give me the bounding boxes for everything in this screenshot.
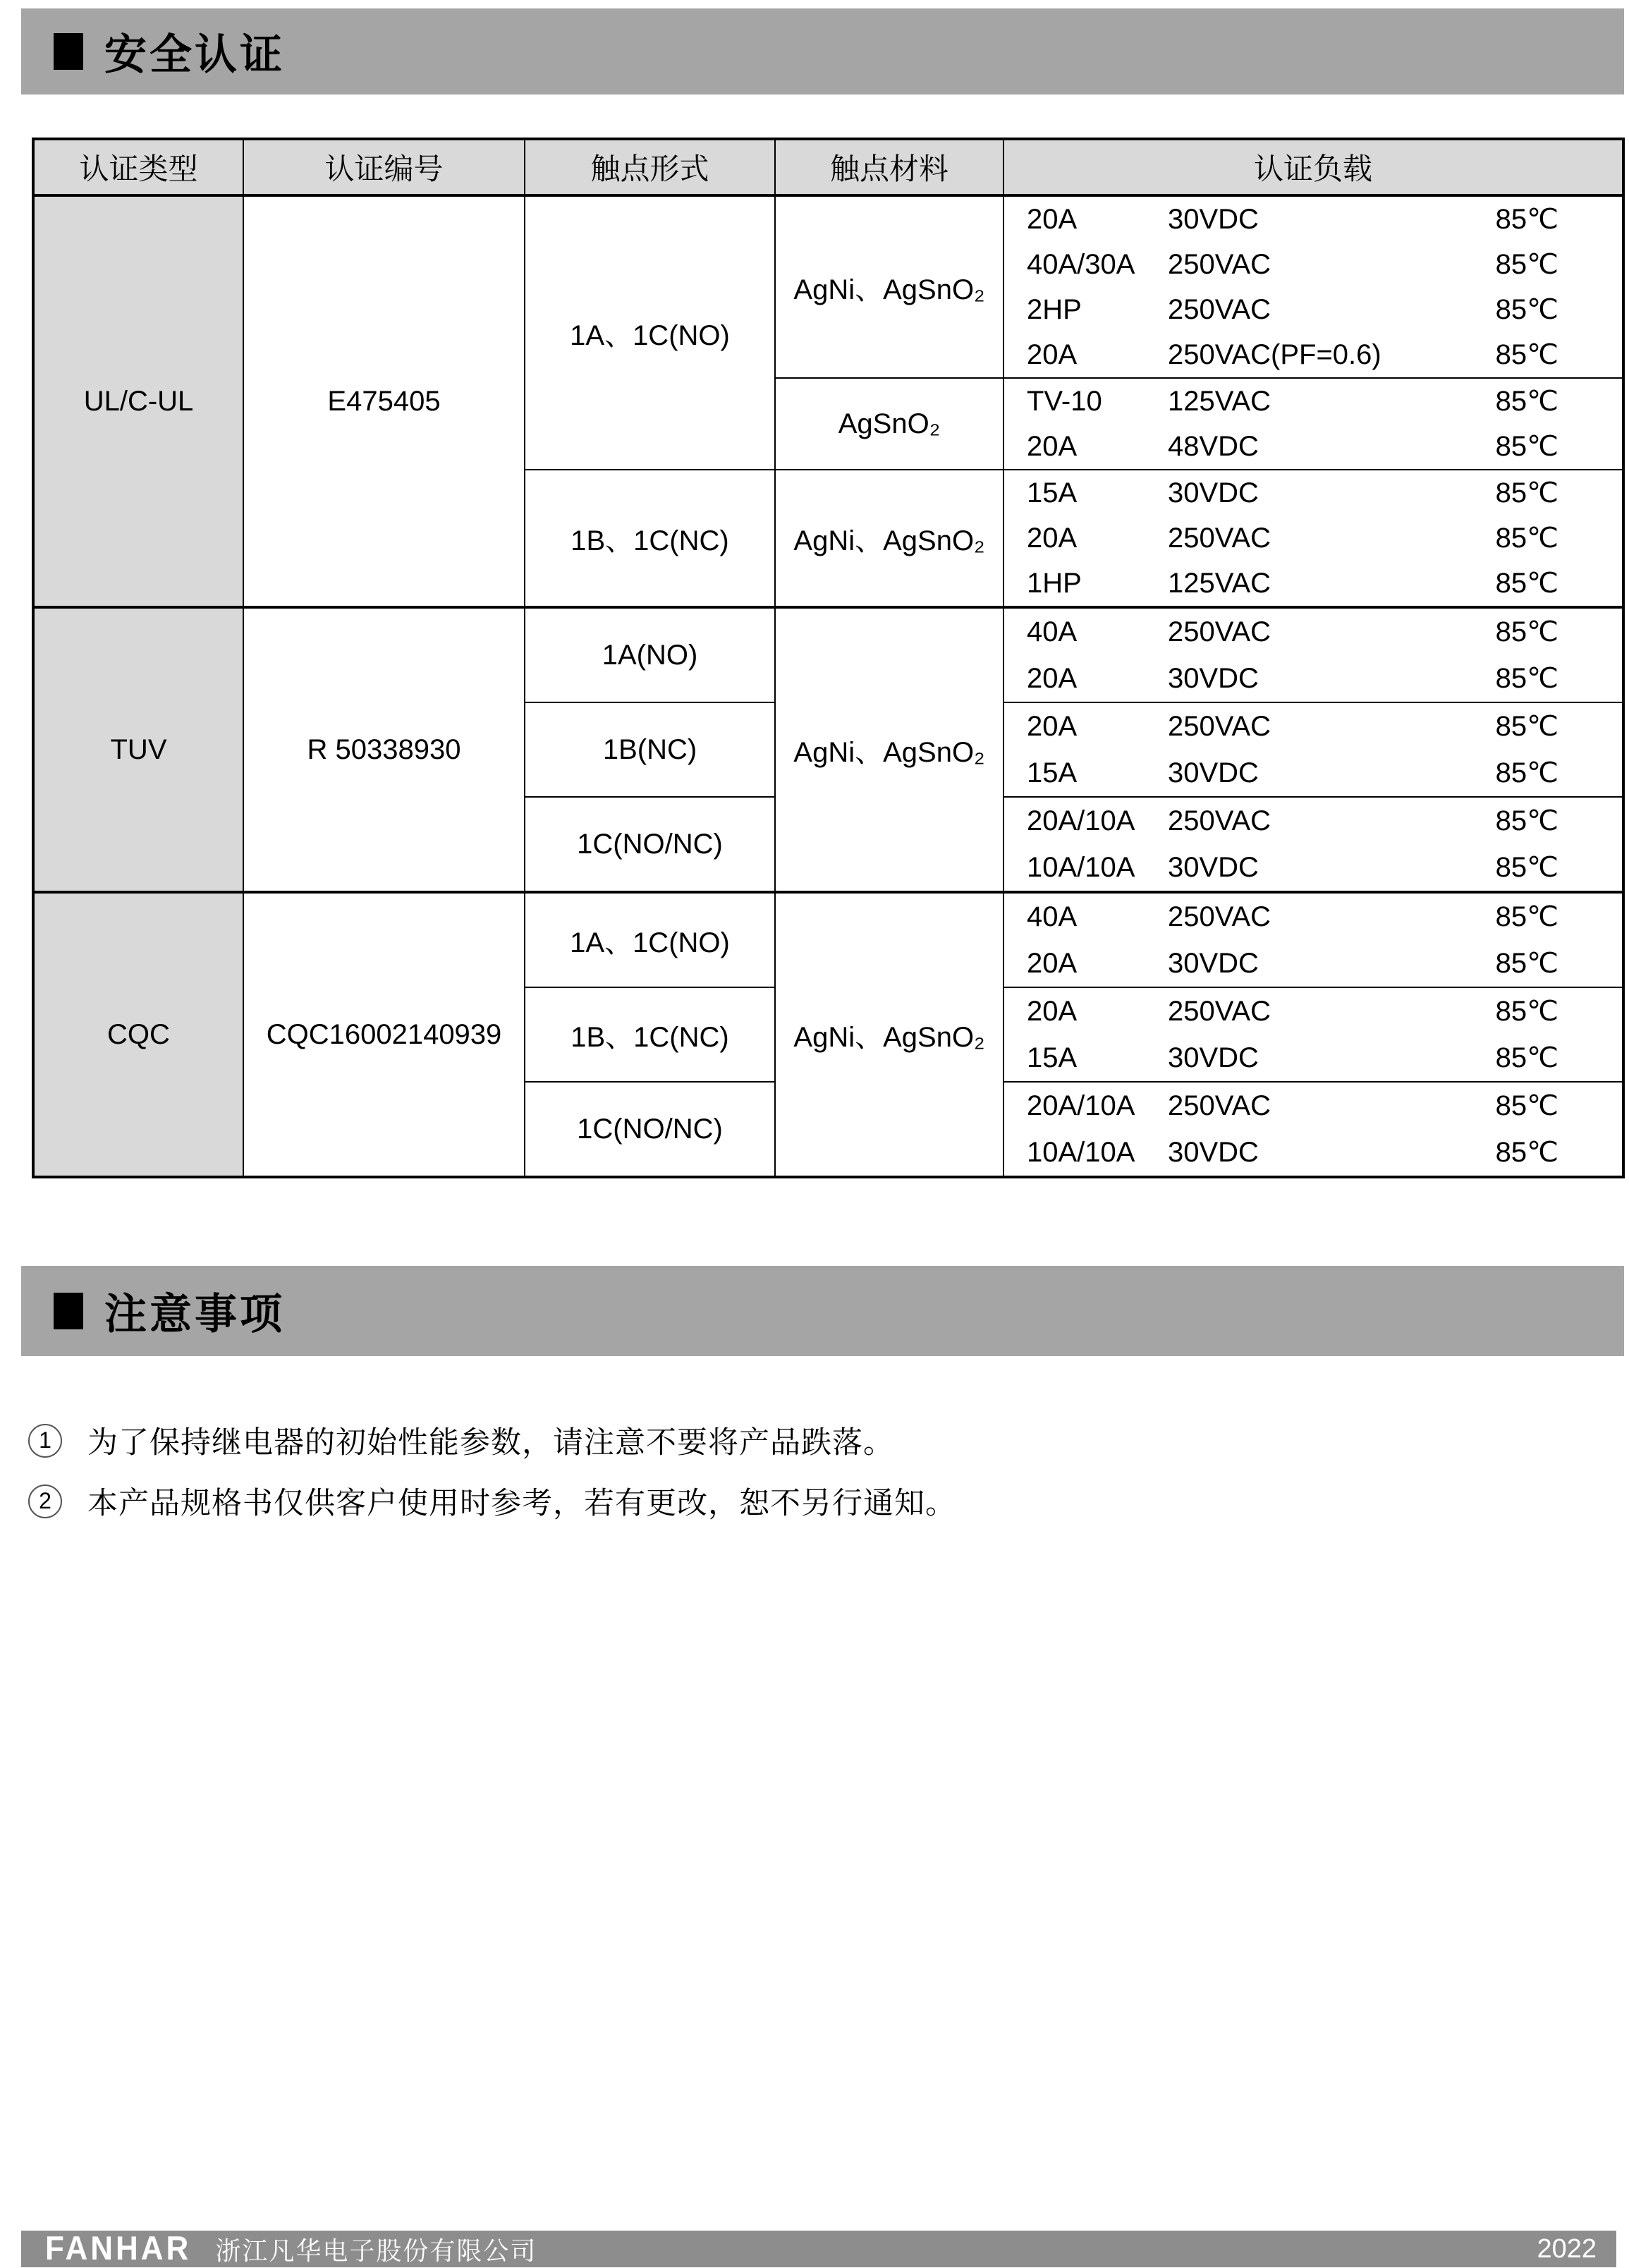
load-current: 1HP xyxy=(1027,567,1082,599)
load-cell xyxy=(1003,1082,1623,1177)
certification-table xyxy=(32,138,1625,1178)
cert-number-cell: E475405 xyxy=(243,195,525,607)
load-voltage: 250VAC xyxy=(1168,995,1271,1027)
table-header-row xyxy=(33,139,1623,195)
load-temperature: 85℃ xyxy=(1495,249,1558,280)
contact-form-cell: 1A、1C(NO) xyxy=(525,892,775,987)
col-header-contact-form: 触点形式 xyxy=(525,139,775,195)
load-voltage: 250VAC xyxy=(1168,616,1271,647)
load-voltage: 30VDC xyxy=(1168,1042,1259,1073)
load-line xyxy=(1027,1035,1558,1081)
load-voltage: 250VAC xyxy=(1168,805,1271,836)
load-current: 20A xyxy=(1027,995,1078,1027)
load-current: 40A/30A xyxy=(1027,248,1135,280)
load-line xyxy=(1027,750,1558,796)
load-temperature: 85℃ xyxy=(1495,477,1558,508)
col-header-cert-type: 认证类型 xyxy=(33,139,243,195)
load-voltage: 125VAC xyxy=(1168,385,1271,417)
table-row xyxy=(33,892,1623,987)
load-cell xyxy=(1003,195,1623,378)
section-marker-icon xyxy=(54,33,83,70)
load-current: 20A xyxy=(1027,947,1078,979)
contact-form-cell: 1C(NO/NC) xyxy=(525,1082,775,1177)
col-header-contact-material: 触点材料 xyxy=(775,139,1003,195)
load-line xyxy=(1027,516,1558,561)
load-temperature: 85℃ xyxy=(1495,757,1558,788)
load-temperature: 85℃ xyxy=(1495,1090,1558,1121)
load-temperature: 85℃ xyxy=(1495,616,1558,647)
load-current: 20A xyxy=(1027,522,1078,554)
note-item-2 xyxy=(28,1480,956,1523)
note-text: 为了保持继电器的初始性能参数，请注意不要将产品跌落。 xyxy=(87,1425,894,1461)
footer-company-name: 浙江凡华电子股份有限公司 xyxy=(215,2236,537,2265)
load-current: TV-10 xyxy=(1027,385,1102,417)
load-voltage: 30VDC xyxy=(1168,203,1259,235)
load-current: 40A xyxy=(1027,901,1078,932)
load-line xyxy=(1027,703,1558,750)
load-line xyxy=(1027,424,1558,469)
contact-form-cell: 1A(NO) xyxy=(525,607,775,702)
contact-form-cell: 1B(NC) xyxy=(525,702,775,797)
load-line xyxy=(1027,798,1558,844)
col-header-cert-load: 认证负载 xyxy=(1003,139,1623,195)
contact-material-cell: AgNi、AgSnO₂ xyxy=(775,892,1003,1177)
section-title-notes: 注意事项 xyxy=(104,1291,285,1338)
load-current: 20A xyxy=(1027,203,1078,235)
load-voltage: 30VDC xyxy=(1168,477,1259,508)
load-current: 40A xyxy=(1027,616,1078,647)
load-current: 2HP xyxy=(1027,293,1082,325)
load-line xyxy=(1027,988,1558,1035)
load-line xyxy=(1027,609,1558,655)
contact-material-cell: AgNi、AgSnO₂ xyxy=(775,607,1003,892)
table-row xyxy=(33,607,1623,702)
load-current: 15A xyxy=(1027,1042,1078,1073)
load-current: 10A/10A xyxy=(1027,851,1135,883)
contact-material-cell: AgNi、AgSnO₂ xyxy=(775,470,1003,607)
contact-form-cell: 1B、1C(NC) xyxy=(525,470,775,607)
load-voltage: 30VDC xyxy=(1168,947,1259,979)
load-cell xyxy=(1003,702,1623,797)
load-voltage: 250VAC xyxy=(1168,710,1271,742)
load-line xyxy=(1027,1083,1558,1129)
load-current: 20A/10A xyxy=(1027,805,1135,836)
load-cell xyxy=(1003,892,1623,987)
load-cell xyxy=(1003,987,1623,1082)
footer-year: 2022 xyxy=(1537,2233,1597,2264)
load-voltage: 250VAC xyxy=(1168,248,1271,280)
load-current: 20A xyxy=(1027,339,1078,370)
contact-material-cell: AgSnO₂ xyxy=(775,378,1003,470)
load-temperature: 85℃ xyxy=(1495,996,1558,1027)
load-temperature: 85℃ xyxy=(1495,204,1558,235)
load-line xyxy=(1027,940,1558,987)
col-header-cert-number: 认证编号 xyxy=(243,139,525,195)
load-cell xyxy=(1003,607,1623,702)
load-current: 15A xyxy=(1027,477,1078,508)
load-line xyxy=(1027,561,1558,606)
load-line xyxy=(1027,1129,1558,1176)
load-line xyxy=(1027,332,1558,377)
load-voltage: 250VAC(PF=0.6) xyxy=(1168,339,1381,370)
load-temperature: 85℃ xyxy=(1495,386,1558,417)
circled-number-icon: 2 xyxy=(28,1484,62,1518)
load-temperature: 85℃ xyxy=(1495,948,1558,979)
load-line xyxy=(1027,287,1558,332)
load-line xyxy=(1027,844,1558,891)
load-cell xyxy=(1003,470,1623,607)
load-line xyxy=(1027,197,1558,242)
cert-type-cell: TUV xyxy=(33,607,243,892)
section-header-notes xyxy=(21,1266,1624,1356)
load-current: 20A xyxy=(1027,710,1078,742)
load-voltage: 250VAC xyxy=(1168,522,1271,554)
fanhar-logo: FANHAR xyxy=(45,2230,192,2267)
circled-number-icon: 1 xyxy=(28,1424,62,1458)
load-voltage: 30VDC xyxy=(1168,1136,1259,1168)
load-line xyxy=(1027,379,1558,424)
load-line xyxy=(1027,470,1558,516)
load-current: 20A xyxy=(1027,430,1078,462)
load-temperature: 85℃ xyxy=(1495,663,1558,694)
load-voltage: 250VAC xyxy=(1168,1090,1271,1121)
load-temperature: 85℃ xyxy=(1495,711,1558,742)
load-cell xyxy=(1003,378,1623,470)
load-voltage: 250VAC xyxy=(1168,901,1271,932)
contact-form-cell: 1A、1C(NO) xyxy=(525,195,775,470)
load-line xyxy=(1027,655,1558,702)
load-voltage: 30VDC xyxy=(1168,757,1259,788)
load-current: 10A/10A xyxy=(1027,1136,1135,1168)
load-temperature: 85℃ xyxy=(1495,339,1558,370)
load-temperature: 85℃ xyxy=(1495,1042,1558,1073)
cert-number-cell: CQC16002140939 xyxy=(243,892,525,1177)
cert-type-cell: UL/C-UL xyxy=(33,195,243,607)
section-title-security: 安全认证 xyxy=(104,31,285,78)
contact-material-cell: AgNi、AgSnO₂ xyxy=(775,195,1003,378)
load-temperature: 85℃ xyxy=(1495,431,1558,462)
load-temperature: 85℃ xyxy=(1495,523,1558,554)
load-voltage: 30VDC xyxy=(1168,851,1259,883)
note-item-1 xyxy=(28,1419,894,1462)
contact-form-cell: 1B、1C(NC) xyxy=(525,987,775,1082)
load-voltage: 30VDC xyxy=(1168,662,1259,694)
load-current: 15A xyxy=(1027,757,1078,788)
load-temperature: 85℃ xyxy=(1495,568,1558,599)
load-line xyxy=(1027,894,1558,940)
load-cell xyxy=(1003,797,1623,892)
contact-form-cell: 1C(NO/NC) xyxy=(525,797,775,892)
load-temperature: 85℃ xyxy=(1495,805,1558,836)
section-header-security xyxy=(21,8,1624,94)
load-current: 20A/10A xyxy=(1027,1090,1135,1121)
footer-bar xyxy=(21,2231,1616,2267)
note-text: 本产品规格书仅供客户使用时参考，若有更改，恕不另行通知。 xyxy=(87,1486,956,1521)
load-temperature: 85℃ xyxy=(1495,1137,1558,1168)
cert-number-cell: R 50338930 xyxy=(243,607,525,892)
load-temperature: 85℃ xyxy=(1495,294,1558,325)
load-current: 20A xyxy=(1027,662,1078,694)
load-line xyxy=(1027,242,1558,287)
load-temperature: 85℃ xyxy=(1495,901,1558,932)
section-marker-icon xyxy=(54,1293,83,1329)
load-temperature: 85℃ xyxy=(1495,852,1558,883)
cert-type-cell: CQC xyxy=(33,892,243,1177)
load-voltage: 125VAC xyxy=(1168,567,1271,599)
load-voltage: 48VDC xyxy=(1168,430,1259,462)
load-voltage: 250VAC xyxy=(1168,293,1271,325)
table-row xyxy=(33,195,1623,378)
